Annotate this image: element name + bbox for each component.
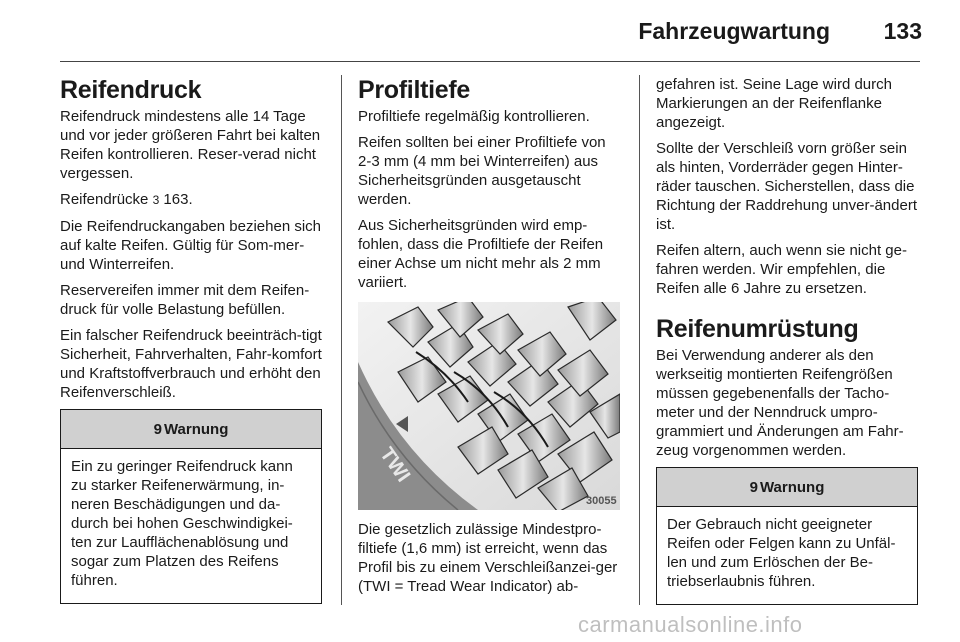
heading-reifenumruestung: Reifenumrüstung bbox=[656, 315, 859, 343]
warning-box bbox=[60, 409, 322, 604]
paragraph: Bei Verwendung anderer als den werkseitig montierten Reifengrößen müssen gegebenenfalls der Tacho-meter und der Nenndruck umpro-grammiert und Änderungen am Fahr-zeug vorgenommen werden. bbox=[656, 347, 904, 459]
paragraph: Profiltiefe regelmäßig kontrollieren. bbox=[358, 108, 590, 125]
pressure-ref-page: 163. bbox=[159, 191, 193, 208]
paragraph-pressure-ref bbox=[60, 190, 322, 210]
column-2 bbox=[358, 75, 620, 603]
paragraph: Die gesetzlich zulässige Mindestpro-filtiefe (1,6 mm) ist erreicht, wenn das Profil bis zu einem Verschleißanzei-ger (TWI = Tread Wear Indicator) ab- bbox=[358, 521, 618, 595]
paragraph: Aus Sicherheitsgründen wird emp-fohlen, dass die Profiltiefe der Reifen einer Achse um nicht mehr als 2 mm variiert. bbox=[358, 217, 604, 291]
paragraph: Die Reifendruckangaben beziehen sich auf kalte Reifen. Gültig für Som-mer- und Winterreifen. bbox=[60, 218, 322, 273]
warning-title: Warnung bbox=[163, 420, 229, 438]
heading-profiltiefe: Profiltiefe bbox=[358, 76, 470, 104]
figure-number: 30055 bbox=[586, 495, 617, 507]
page-header bbox=[0, 0, 960, 62]
watermark: carmanualsonline.info bbox=[578, 612, 803, 637]
warning-header bbox=[61, 410, 321, 449]
warning-title: Warnung bbox=[759, 478, 825, 496]
warning-header bbox=[657, 468, 917, 507]
warning-triangle-icon: 9 bbox=[153, 420, 162, 438]
header-rule bbox=[60, 61, 920, 62]
warning-triangle-icon: 9 bbox=[749, 478, 758, 496]
paragraph: Sollte der Verschleiß vorn größer sein als hinten, Vorderräder gegen Hinter-räder tauschen. Sicherstellen, dass die Richtung der Raddrehung unver-ändert ist. bbox=[656, 140, 917, 233]
tire-tread-illustration bbox=[358, 302, 620, 510]
paragraph: Reifen altern, auch wenn sie nicht ge-fahren werden. Wir empfehlen, die Reifen alle 6 Jahre zu ersetzen. bbox=[656, 242, 907, 297]
paragraph: Reifen sollten bei einer Profiltiefe von 2-3 mm (4 mm bei Winterreifen) aus Sicherheitsgründen ausgetauscht werden. bbox=[358, 134, 606, 208]
paragraph: gefahren ist. Seine Lage wird durch Markierungen an der Reifenflanke angezeigt. bbox=[656, 76, 892, 131]
heading-reifendruck: Reifendruck bbox=[60, 76, 202, 104]
page-reference-icon: 3 bbox=[152, 193, 160, 207]
page-number: 133 bbox=[883, 18, 922, 44]
column-divider-1 bbox=[341, 75, 342, 605]
twi-label: TWI bbox=[375, 443, 415, 487]
warning-text: Ein zu geringer Reifendruck kann zu starker Reifenerwärmung, in-neren Beschädigungen und da-durch bei hohen Geschwindigkei-ten zur Laufflächenablösung und sogar zum Platzen des Reifens führen. bbox=[71, 458, 293, 589]
paragraph: Reifendruck mindestens alle 14 Tage und vor jeder größeren Fahrt bei kalten Reifen kontrollieren. Reser-verad nicht vergessen. bbox=[60, 108, 321, 182]
warning-box bbox=[656, 467, 918, 605]
column-3 bbox=[656, 75, 918, 605]
column-divider-2 bbox=[639, 75, 640, 605]
pressure-ref-text: Reifendrücke bbox=[60, 191, 153, 208]
paragraph: Ein falscher Reifendruck beeinträch-tigt Sicherheit, Fahrverhalten, Fahr-komfort und Kraftstoffverbrauch und erhöht den Reifenverschleiß. bbox=[60, 327, 322, 401]
section-title: Fahrzeugwartung bbox=[638, 18, 830, 44]
paragraph: Reservereifen immer mit dem Reifen-druck für volle Belastung befüllen. bbox=[60, 282, 310, 318]
column-1 bbox=[60, 75, 322, 604]
warning-text: Der Gebrauch nicht geeigneter Reifen oder Felgen kann zu Unfäl-len und zum Erlöschen der Be-triebserlaubnis führen. bbox=[667, 516, 896, 590]
